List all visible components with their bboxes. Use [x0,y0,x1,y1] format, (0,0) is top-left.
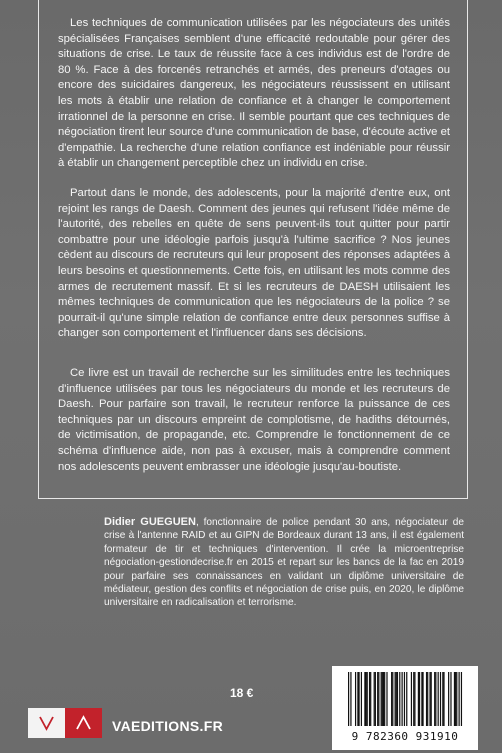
barcode-bar [431,672,432,726]
barcode-bar [395,672,396,726]
barcode-bar [350,672,351,726]
barcode-bar [459,672,460,726]
barcode-bar [435,672,436,726]
barcode-bar [377,672,378,726]
barcode-bar [399,672,400,726]
barcode-bar [438,672,439,726]
barcode-bar [413,672,414,726]
barcode-bar [406,672,407,726]
barcode-bar [355,672,356,726]
barcode-bars [332,666,478,730]
barcode-bar [421,672,422,726]
barcode-bar [402,672,403,726]
barcode-bar [427,672,428,726]
barcode-bar [382,672,383,726]
barcode-bar [426,672,427,726]
barcode-bar [392,672,393,726]
logo-v-block [28,708,65,738]
barcode-bar [404,672,405,726]
barcode-bar [383,672,384,726]
barcode-bar [348,672,349,726]
summary-paragraph-1: Les techniques de communication utilisées par les négociateurs des unités spécialisées Françaises semblent d'une efficacité redoutable pour gérer des situations de crise. Le taux de réussite face à ces individus est de l'ordre de 80 %. Face à des forcenés retranchés et armés, des preneurs d'otages ou encore des suicidaires dangereux, les négociateurs réussissent en utilisant les mots à établir une relation de confiance et à changer le comportement irrationnel de la personne en crise. Il semble pourtant que ces techniques de négociation tirent leur source d'une communication de base, d'écoute active et d'empathie. La recherche d'une relation confiance est indéniable pour réussir à établir un changement perceptible chez un individu en crise. [58,17,450,170]
barcode-bar [411,672,412,726]
barcode-bar [448,672,449,726]
barcode-bar [384,672,385,726]
isbn-number: 9 782360 931910 [351,730,459,743]
barcode-bar [370,672,371,726]
publisher-logo [28,708,102,738]
barcode-bar [396,672,397,726]
barcode-bar [418,672,419,726]
barcode-bar [443,672,444,726]
barcode-bar [378,672,379,726]
author-name: Didier GUEGUEN [104,516,196,528]
isbn-barcode [332,666,478,750]
barcode-bar [419,672,420,726]
barcode-bar [422,672,423,726]
barcode-bar [391,672,392,726]
barcode-bar [364,672,365,726]
barcode-bar [456,672,457,726]
barcode-bar [440,672,441,726]
barcode-bar [367,672,368,726]
barcode-bar [397,672,398,726]
barcode-bar [429,672,430,726]
logo-a-mark-icon [65,708,102,738]
barcode-bar [375,672,376,726]
barcode-bar [369,672,370,726]
barcode-bar [374,672,375,726]
barcode-bar [381,672,382,726]
barcode-bar [455,672,456,726]
barcode-bar [414,672,415,726]
barcode-bar [454,672,455,726]
barcode-bar [361,672,362,726]
publisher-website: VAEDITIONS.FR [112,718,223,734]
barcode-bar [450,672,451,726]
summary-paragraph-3: Ce livre est un travail de recherche sur les similitudes entre les techniques d'influence utilisées par tous les négociateurs du monde et les recruteurs de Daesh. Pour parfaire son travail, le recruteur renforce la puissance de ces techniques par un discours empreint de complotisme, de hadiths détournés, de victimisation, de propagande, etc. Comprendre le fonctionnement de ce schéma d'influence aide, non pas à excuser, mais à comprendre comment nos adolescents peuvent embrasser une idéologie jusqu'au-boutiste. [58,367,450,473]
barcode-bar [434,672,435,726]
barcode-bar [365,672,366,726]
author-bio [104,516,464,610]
price-label: 18 € [230,686,254,700]
author-bio-text: , fonctionnaire de police pendant 30 ans, négociateur de crise à l'antenne RAID et au GIPN de Bordeaux durant 13 ans, il est également formateur de tir et techniques d'intervention. Il crée la microentreprise négociation-gestiondecrise.fr en 2015 et repart sur les bancs de la fac en 2019 pour parfaire ses connaissances en validant un diplôme universitaire de médiateur, gestion des conflits et négociation de crise puis, en 2020, le diplôme universitaire en radicalisation et terrorisme. [104,517,464,609]
summary-paragraph-2: Partout dans le monde, des adolescents, pour la majorité d'entre eux, ont rejoint les rangs de Daesh. Comment des jeunes qui refusent l'idée même de l'autorité, des rebelles en quête de sens peuvent-ils tout quitter pour partir combattre pour une idéologie parfois jusqu'à l'ultime sacrifice ? Nos jeunes cèdent au discours de recruteurs qui leur proposent des réponses adaptées à leurs besoins et questionnements. Cette fois, en utilisant les mots comme des armes de recrutement massif. Et si les recruteurs de DAESH utilisaient les mêmes techniques de communication que les négociateurs de la police ? se pourrait-il qu'une simple relation de confiance entre deux personnes suffise à changer son comportement et l'influencer dans ses décisions. [58,187,450,340]
logo-v-mark-icon [28,708,65,738]
barcode-bar [358,672,359,726]
logo-a-block [65,708,102,738]
barcode-bar [357,672,358,726]
barcode-bar [461,672,462,726]
barcode-bar [386,672,387,726]
barcode-bar [442,672,443,726]
